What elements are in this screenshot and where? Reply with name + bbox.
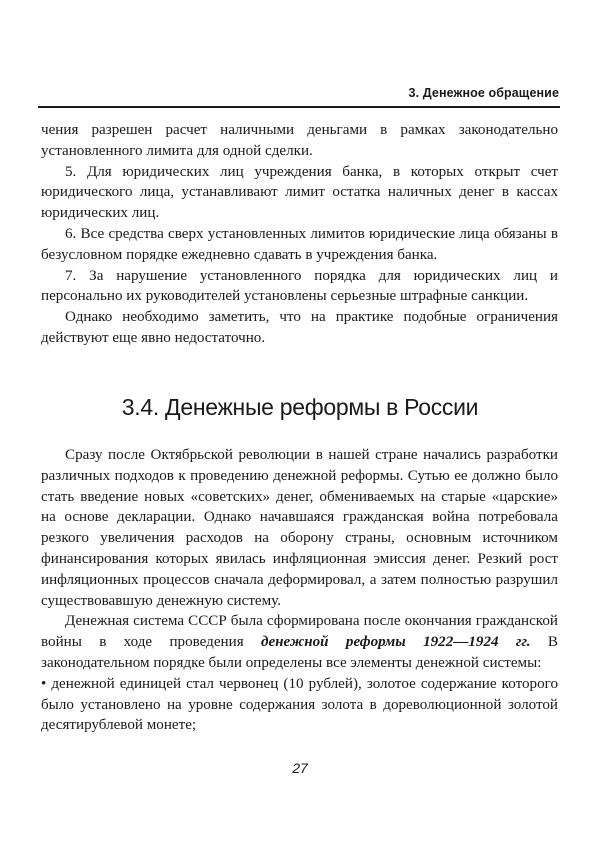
paragraph-revolution: Сразу после Октябрьской революции в нашей стране начались разработки различных подходов к проведению денежной реформы. Сутью ее должно было стать введение новых «советских» денег, обмениваемых на старые «царские» на основе декларации. Однако начавшаяся гражданская война потребовала резкого увеличения расходов на оборону страны, основным источником финансирования которых явилась инфляционная эмиссия денег. Резкий рост инфляционных процессов сначала деформировал, а затем полностью разрушил существовавшую денежную систему.: [41, 447, 558, 609]
paragraph-item-6: 6. Все средства сверх установленных лимитов юридические лица обязаны в безусловном порядке ежедневно сдавать в учреждения банка.: [41, 225, 558, 263]
text-block-top: [41, 120, 558, 349]
running-title: 3. Денежное обращение: [408, 86, 559, 100]
text-block-bottom: [41, 445, 558, 736]
paragraph-conclusion: Однако необходимо заметить, что на практике подобные ограничения действуют еще явно недостаточно.: [41, 309, 558, 346]
paragraph-item-7: 7. За нарушение установленного порядка для юридических лиц и персонально их руководителей установлены серьезные штрафные санкции.: [41, 267, 558, 305]
paragraph-ussr-system: [41, 611, 558, 673]
header-rule: [38, 106, 560, 108]
emphasis-reform-1922: денежной реформы 1922—1924 гг.: [260, 634, 531, 651]
bullet-item: • денежной единицей стал червонец (10 рублей), золотое содержание которого было установлено на уровне содержания золота в дореволюционной золотой десятирублевой монете;: [41, 675, 558, 734]
paragraph-continuation: чения разрешен расчет наличными деньгами в рамках законодательно установленного лимита для одной сделки.: [41, 122, 558, 159]
paragraph-item-5: 5. Для юридических лиц учреждения банка, в которых открыт счет юридического лица, устанавливают лимит остатка наличных денег в кассах юридических лиц.: [41, 163, 558, 222]
page-number: 27: [292, 760, 308, 776]
paragraph-ussr-text-after: В законодательном порядке были определены все элементы денежной системы:: [41, 634, 558, 671]
section-heading: 3.4. Денежные реформы в России: [121, 394, 479, 420]
paragraph-ussr-text-before: Денежная система СССР была сформирована после окончания гражданской войны в ходе проведения: [41, 613, 558, 651]
